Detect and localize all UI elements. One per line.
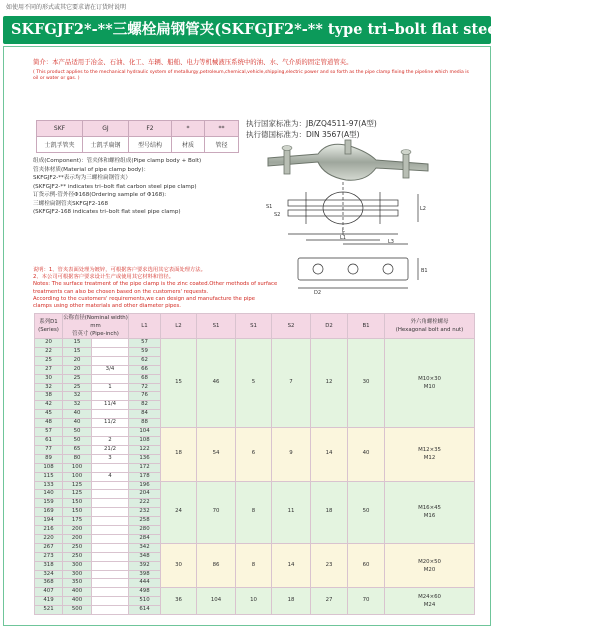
cell-nominal-mm: 125 [63,481,92,490]
cell-pipe-inch [92,570,129,579]
table-row [35,339,475,348]
cell-d2: 14 [311,428,348,481]
cell-pipe-inch [92,526,129,535]
cell-l1: 222 [129,499,161,508]
intro-text-en: ( This product applies to the mechanical hydraulic system of metallurgy,petroleum,chemical,vehicle,shipping,electric power and so forth as the pipe clamp fixing the pipeline which media is oil or water or gas. ) [33,70,469,81]
cell-pipe-inch [92,392,129,401]
cell-series: 27 [35,365,63,374]
label-s2: S2 [274,212,281,218]
cell-l1: 72 [129,383,161,392]
cell-b1: 60 [348,543,385,588]
cell-series: 140 [35,490,63,499]
cell-nominal-mm: 300 [63,570,92,579]
cell-series: 273 [35,552,63,561]
cell-nominal-mm: 250 [63,552,92,561]
cell-l1: 614 [129,606,161,615]
cell-nominal-mm: 50 [63,436,92,445]
pipe-clamp-drawing [258,138,458,296]
cell-series: 521 [35,606,63,615]
component-line: 订货示例-管外径Φ168(Ordering sample of Φ168): [33,192,167,198]
cell-s2: 14 [272,543,311,588]
code-header-cell: ** [205,121,239,137]
cell-pipe-inch [92,481,129,490]
label-b1: B1 [421,268,428,274]
cell-s1b: 5 [236,339,272,428]
cell-series: 77 [35,445,63,454]
label-s1: S1 [266,204,273,210]
component-line: (SKFGJF2-168 indicates tri–bolt flat steel pipe clamp) [33,209,181,215]
cell-series: 318 [35,561,63,570]
label-l1: L1 [340,235,346,241]
cell-pipe-inch [92,356,129,365]
cell-l2: 15 [161,339,197,428]
cell-d2: 23 [311,543,348,588]
cell-nominal-mm: 200 [63,526,92,535]
note-line: treatments can also be chosen based on the customers' requests. [33,288,209,295]
cell-pipe-inch [92,534,129,543]
cell-l1: 62 [129,356,161,365]
cell-series: 220 [35,534,63,543]
cell-nominal-mm: 80 [63,454,92,463]
cell-pipe-inch [92,579,129,588]
cell-nominal-mm: 200 [63,534,92,543]
cell-series: 30 [35,374,63,383]
component-line: (SKFGJF2-** indicates tri–bolt flat carbon steel pipe clamp) [33,183,197,190]
note-line: 说明：1、管夹表面处理为镀锌，可根据客户要求选用其它表面处理方法。 [33,267,206,273]
pipe-clamp-photo [268,140,428,180]
dimension-table [34,313,475,615]
cell-l1: 66 [129,365,161,374]
cell-series: 216 [35,526,63,535]
national-standard: 执行国家标准为：JB/ZQ4511-97(A型) [246,119,377,128]
cell-series: 38 [35,392,63,401]
cell-series: 45 [35,410,63,419]
cell-pipe-inch [92,552,129,561]
cell-s2: 18 [272,588,311,615]
cell-nominal-mm: 32 [63,392,92,401]
cell-series: 61 [35,436,63,445]
bolt-size: M20×50 [418,558,441,565]
cell-series: 407 [35,588,63,597]
cell-l1: 348 [129,552,161,561]
note-line: 2、本公司可根据客户要求设计生产或使用其它材料和管径。 [33,274,175,281]
cell-l1: 398 [129,570,161,579]
cell-nominal-mm: 40 [63,410,92,419]
front-view [288,182,418,244]
cell-pipe-inch [92,543,129,552]
code-meaning-cell: 材质 [172,137,205,153]
cell-l1: 88 [129,419,161,428]
cell-pipe-inch [92,517,129,526]
dimension-header-row [35,314,475,339]
cell-nominal-mm: 350 [63,579,92,588]
cell-nominal-mm: 20 [63,356,92,365]
cell-s2: 9 [272,428,311,481]
german-standard: 执行德国标准为：DIN 3567(A型) [246,130,360,139]
header-d2: D2 [311,314,348,339]
cell-nominal-mm: 500 [63,606,92,615]
cell-nominal-mm: 150 [63,499,92,508]
cell-pipe-inch [92,606,129,615]
cell-l2: 18 [161,428,197,481]
cell-series: 20 [35,339,63,348]
cell-l1: 122 [129,445,161,454]
cell-l1: 444 [129,579,161,588]
cell-nominal-mm: 250 [63,543,92,552]
cell-pipe-inch: 11/2 [92,419,129,428]
cell-bolt [385,588,475,615]
cell-s2: 7 [272,339,311,428]
cell-nominal-mm: 400 [63,588,92,597]
header-l2: L2 [161,314,197,339]
cell-s1b: 8 [236,481,272,543]
note-line: According to the customers' requirements,we can design and manufacture the pipe [33,295,256,302]
note-line: clamps using other materials and other diameter pipes. [33,303,181,310]
bolt-thread: M16 [423,513,436,520]
cell-series: 159 [35,499,63,508]
cell-l1: 68 [129,374,161,383]
code-header-cell: SKF [37,121,83,137]
label-l2: L2 [420,206,426,212]
cell-l1: 82 [129,401,161,410]
cell-l1: 258 [129,517,161,526]
cell-pipe-inch [92,374,129,383]
cell-pipe-inch [92,339,129,348]
cell-l1: 57 [129,339,161,348]
cell-s1: 86 [197,543,236,588]
cell-l1: 104 [129,428,161,437]
cell-pipe-inch [92,490,129,499]
header-s1b: S1 [236,314,272,339]
cell-s1b: 8 [236,543,272,588]
label-d2: D2 [314,290,322,296]
cell-series: 25 [35,356,63,365]
code-meaning-cell: 士凯孚管夹 [37,137,83,153]
table-row [35,428,475,437]
cell-l1: 136 [129,454,161,463]
note-line: Notes: The surface treatment of the pipe clamp is the zinc coated.Other methods of surface [33,281,278,288]
cell-pipe-inch [92,508,129,517]
header-bolt: 外六角螺栓螺母 (Hexagonal bolt and nut) [385,314,475,339]
cell-l2: 24 [161,481,197,543]
cell-series: 32 [35,383,63,392]
cell-pipe-inch [92,347,129,356]
cell-l1: 204 [129,490,161,499]
cell-series: 108 [35,463,63,472]
cell-b1: 50 [348,481,385,543]
cell-l2: 36 [161,588,197,615]
cell-nominal-mm: 400 [63,597,92,606]
cell-nominal-mm: 15 [63,347,92,356]
code-meaning-cell: 士凯孚扁钢 [83,137,129,153]
cell-series: 324 [35,570,63,579]
bolt-thread: M24 [423,602,436,609]
cell-d2: 18 [311,481,348,543]
header-s1: S1 [197,314,236,339]
cell-series: 89 [35,454,63,463]
cell-series: 169 [35,508,63,517]
cell-l1: 342 [129,543,161,552]
cell-nominal-mm: 50 [63,428,92,437]
cell-s1: 54 [197,428,236,481]
cell-pipe-inch [92,428,129,437]
header-s2: S2 [272,314,311,339]
cell-pipe-inch: 3 [92,454,129,463]
cell-series: 133 [35,481,63,490]
cell-series: 419 [35,597,63,606]
component-line: 组成(Component)：管夹体和螺栓组成(Pipe clamp body + Bolt) [33,158,202,164]
cell-series: 48 [35,419,63,428]
cell-l1: 284 [129,534,161,543]
code-meaning-cell: 管径 [205,137,239,153]
intro-text-cn: 简介：本产品适用于冶金、石油、化工、车辆、船舶、电力等机械液压系统中的油、水、气介质的固定管道管夹。 [33,58,353,66]
cell-l2: 30 [161,543,197,588]
component-line: SKFGJF2-**表示均为三螺栓扁钢管夹） [33,175,131,181]
cell-b1: 70 [348,588,385,615]
cell-series: 22 [35,347,63,356]
cell-series: 57 [35,428,63,437]
cell-pipe-inch: 4 [92,472,129,481]
bolt-size: M16×45 [418,505,441,512]
standards-block [246,118,377,140]
cell-b1: 30 [348,339,385,428]
table-row [35,481,475,490]
code-header-cell: * [172,121,205,137]
header-b1: B1 [348,314,385,339]
top-note: 如使用不同的形式或其它要求请在订货时说明 [6,4,127,11]
cell-l1: 178 [129,472,161,481]
cell-s1b: 10 [236,588,272,615]
label-l: L [342,228,345,234]
cell-s1b: 6 [236,428,272,481]
cell-pipe-inch: 2 [92,436,129,445]
bolt-size: M24×60 [418,594,441,601]
cell-nominal-mm: 65 [63,445,92,454]
bolt-thread: M20 [423,566,436,573]
label-l3: L3 [388,239,394,245]
cell-nominal-mm: 175 [63,517,92,526]
cell-series: 368 [35,579,63,588]
bolt-thread: M12 [423,455,436,462]
cell-pipe-inch [92,597,129,606]
table-row [35,588,475,597]
cell-pipe-inch [92,499,129,508]
cell-l1: 196 [129,481,161,490]
model-code-table [36,120,239,153]
cell-pipe-inch [92,463,129,472]
cell-nominal-mm: 300 [63,561,92,570]
cell-nominal-mm: 150 [63,508,92,517]
components-block [33,157,201,217]
code-header-cell: F2 [129,121,172,137]
bolt-size: M12×35 [418,447,441,454]
cell-l1: 59 [129,347,161,356]
cell-l1: 108 [129,436,161,445]
cell-series: 115 [35,472,63,481]
cell-nominal-mm: 100 [63,463,92,472]
cell-l1: 498 [129,588,161,597]
cell-nominal-mm: 20 [63,365,92,374]
cell-series: 267 [35,543,63,552]
cell-l1: 280 [129,526,161,535]
cell-s1: 46 [197,339,236,428]
cell-series: 194 [35,517,63,526]
header-series: 系列D1 (Series) [35,314,63,339]
bolt-size: M10×30 [418,376,441,383]
cell-nominal-mm: 32 [63,401,92,410]
page-title: SKFGJF2*-**三螺栓扁钢管夹(SKFGJF2*-** type tri–bolt flat steel pipe clamp) [3,16,491,44]
cell-s2: 11 [272,481,311,543]
cell-s1: 70 [197,481,236,543]
cell-pipe-inch: 11/4 [92,401,129,410]
cell-series: 42 [35,401,63,410]
cell-nominal-mm: 100 [63,472,92,481]
cell-nominal-mm: 40 [63,419,92,428]
cell-nominal-mm: 25 [63,383,92,392]
cell-bolt [385,339,475,428]
cell-bolt [385,543,475,588]
code-header-cell: GJ [83,121,129,137]
cell-l1: 172 [129,463,161,472]
notes-block [33,267,277,310]
cell-pipe-inch [92,588,129,597]
cell-pipe-inch [92,561,129,570]
cell-l1: 76 [129,392,161,401]
component-line: 三螺栓扁钢管夹SKFGJF2-168 [33,200,109,207]
cell-pipe-inch: 1 [92,383,129,392]
header-nominal: 公称直径(Nominal width) mm 管英寸 (Pipe-inch) [63,315,128,337]
code-meaning-cell: 型号结构 [129,137,172,153]
cell-s1: 104 [197,588,236,615]
cell-pipe-inch: 3/4 [92,365,129,374]
cell-pipe-inch: 21/2 [92,445,129,454]
cell-l1: 84 [129,410,161,419]
cell-l1: 232 [129,508,161,517]
cell-pipe-inch [92,410,129,419]
side-view [298,258,418,288]
cell-nominal-mm: 15 [63,339,92,348]
cell-l1: 510 [129,597,161,606]
bolt-thread: M10 [423,384,436,391]
component-line: 管夹体材质(Material of pipe clamp body)： [33,166,150,173]
cell-nominal-mm: 125 [63,490,92,499]
cell-b1: 40 [348,428,385,481]
cell-d2: 27 [311,588,348,615]
cell-bolt [385,428,475,481]
header-l1: L1 [129,314,161,339]
cell-d2: 12 [311,339,348,428]
cell-nominal-mm: 25 [63,374,92,383]
cell-bolt [385,481,475,543]
table-row [35,543,475,552]
cell-l1: 392 [129,561,161,570]
